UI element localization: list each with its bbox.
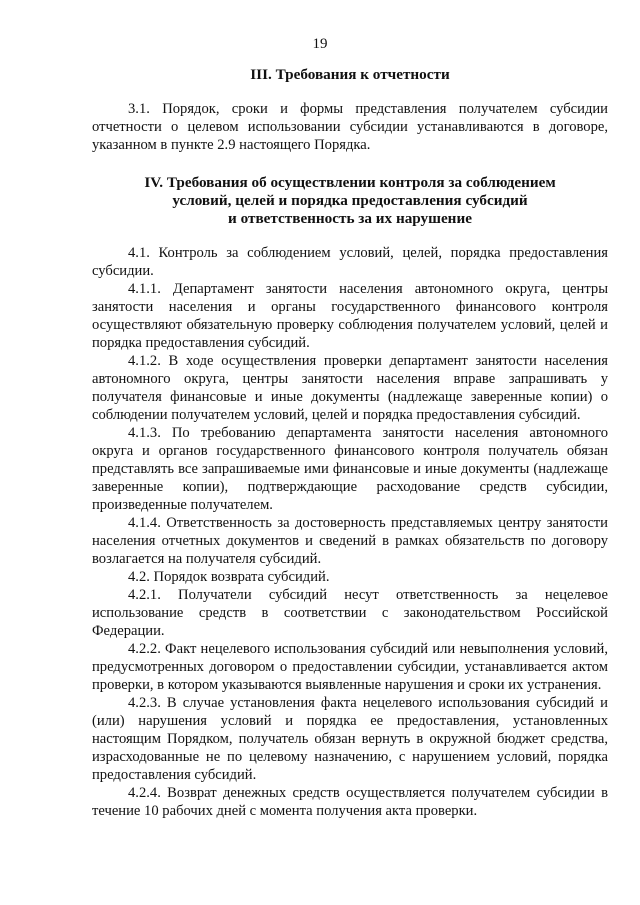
section-4-heading-line: IV. Требования об осуществлении контроля за соблюдением: [144, 174, 556, 191]
document-body: [92, 66, 608, 820]
paragraph-4-1-4: 4.1.4. Ответственность за достоверность представляемых центру занятости населения отчетных документов и сведений в рамках обязательств по договору возлагается на получателя субсидий.: [92, 515, 608, 567]
section-3-body: [92, 100, 608, 154]
paragraph-4-2-3: 4.2.3. В случае установления факта нецелевого использования субсидий и (или) нарушения условий и порядка ее предоставления, установленных настоящим Порядком, получатель обязан вернуть в окружной бюджет средства, израсходованные не по целевому назначению, с нарушением условий, порядка предоставления субсидий.: [92, 695, 608, 783]
paragraph-4-2-2: 4.2.2. Факт нецелевого использования субсидий или невыполнения условий, предусмотренных договором о предоставлении субсидии, устанавливается актом проверки, в котором указываются выявленные нарушения и сроки их устранения.: [92, 641, 608, 693]
paragraph-4-2-1: 4.2.1. Получатели субсидий несут ответственность за нецелевое использование средств в соответствии с законодательством Российской Федерации.: [92, 587, 608, 639]
section-4-heading: [92, 174, 608, 228]
section-4-body: [92, 244, 608, 820]
paragraph-4-1-2: 4.1.2. В ходе осуществления проверки департамент занятости населения автономного округа, центры занятости населения вправе запрашивать у получателя финансовые и иные документы (надлежаще заверенные копии) о соблюдении получателем условий, целей и порядка предоставления субсидий.: [92, 353, 608, 423]
paragraph-4-1-1: 4.1.1. Департамент занятости населения автономного округа, центры занятости населения и органы государственного финансового контроля осуществляют обязательную проверку соблюдения получателем условий, целей и порядка предоставления субсидий.: [92, 281, 608, 351]
paragraph-4-1-3: 4.1.3. По требованию департамента занятости населения автономного округа и органов государственного финансового контроля получатель обязан представлять все запрашиваемые ими финансовые и иные документы (надлежаще заверенные копии), подтверждающие расходование средств субсидии, произведенные получателем.: [92, 425, 608, 513]
section-4-heading-line: условий, целей и порядка предоставления субсидий: [172, 192, 528, 209]
paragraph-4-2: 4.2. Порядок возврата субсидий.: [128, 569, 330, 585]
paragraph-4-1: 4.1. Контроль за соблюдением условий, целей, порядка предоставления субсидии.: [92, 245, 608, 279]
section-3-heading: III. Требования к отчетности: [250, 66, 450, 83]
page-number: 19: [312, 36, 328, 52]
paragraph-4-2-4: 4.2.4. Возврат денежных средств осуществляется получателем субсидии в течение 10 рабочих дней с момента получения акта проверки.: [92, 785, 608, 819]
paragraph-3-1: 3.1. Порядок, сроки и формы представления получателем субсидии отчетности о целевом использовании субсидии устанавливаются в договоре, указанном в пункте 2.9 настоящего Порядка.: [92, 101, 608, 153]
section-4-heading-line: и ответственность за их нарушение: [228, 210, 472, 227]
